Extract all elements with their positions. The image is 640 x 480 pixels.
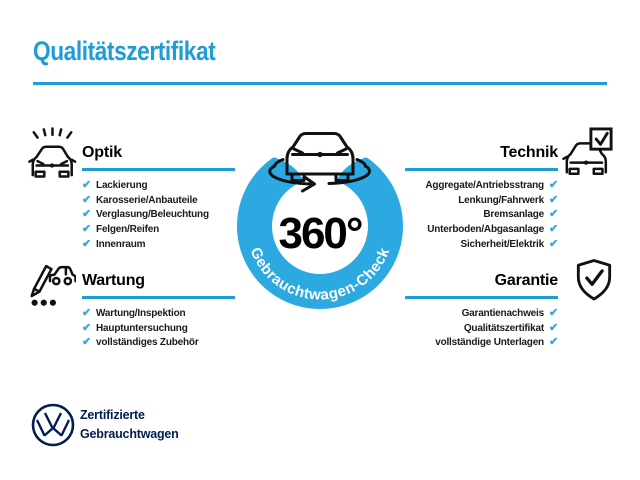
check-item-label: Aggregate/Antriebsstrang	[425, 180, 544, 192]
check-icon: ✔	[548, 321, 558, 334]
section-title: Garantie	[494, 272, 558, 289]
check-item-label: Garantienachweis	[461, 308, 544, 320]
check-item-label: Karosserie/Anbauteile	[96, 194, 198, 206]
check-item-label: Innenraum	[96, 238, 146, 250]
check-icon: ✔	[82, 193, 92, 206]
check-item-label: Lackierung	[96, 180, 148, 192]
title-divider	[33, 82, 607, 85]
check-item-label: Felgen/Reifen	[96, 224, 159, 236]
section-title: Technik	[500, 144, 558, 161]
check-item-label: Lenkung/Fahrwerk	[458, 194, 544, 206]
check-icon: ✔	[548, 179, 558, 192]
check-item-label: vollständige Unterlagen	[435, 337, 544, 349]
check-item-label: Unterboden/Abgasanlage	[427, 224, 544, 236]
car-checkbox-icon	[562, 127, 614, 179]
shining-car-icon	[27, 126, 77, 180]
check-item-label: Qualitätszertifikat	[463, 322, 544, 334]
pencil-car-checklist-icon	[24, 256, 76, 310]
check-icon: ✔	[548, 193, 558, 206]
check-icon: ✔	[548, 223, 558, 236]
car-badge-dot	[317, 152, 322, 157]
vw-roundel-icon	[30, 402, 76, 453]
check-icon: ✔	[82, 321, 92, 334]
check-item-label: Sicherheit/Elektrik	[460, 238, 544, 250]
page-title: Qualitätszertifikat	[33, 36, 216, 66]
check-icon: ✔	[548, 208, 558, 221]
check-item-label: Hauptuntersuchung	[96, 322, 188, 334]
check-item-label: Wartung/Inspektion	[96, 308, 186, 320]
check-icon: ✔	[82, 179, 92, 192]
shield-check-icon	[575, 258, 613, 302]
check-icon: ✔	[82, 223, 92, 236]
check-icon: ✔	[82, 307, 92, 320]
section-title: Optik	[82, 144, 122, 161]
360-check-badge	[190, 96, 450, 356]
section-title: Wartung	[82, 272, 145, 289]
footer-line-1: Zertifizierte	[80, 408, 145, 422]
ring-label-text: Gebrauchtwagen-Check	[246, 244, 394, 304]
check-icon: ✔	[82, 336, 92, 349]
check-item-label: vollständiges Zubehör	[96, 337, 199, 349]
degree-value: 360°	[278, 209, 362, 258]
check-icon: ✔	[548, 307, 558, 320]
check-icon: ✔	[82, 237, 92, 250]
check-icon: ✔	[82, 208, 92, 221]
check-item-label: Verglasung/Beleuchtung	[96, 209, 209, 221]
check-item-label: Bremsanlage	[483, 209, 544, 221]
footer-brand-text	[80, 406, 179, 444]
check-icon: ✔	[548, 237, 558, 250]
check-icon: ✔	[548, 336, 558, 349]
footer-line-2: Gebrauchtwagen	[80, 427, 179, 441]
